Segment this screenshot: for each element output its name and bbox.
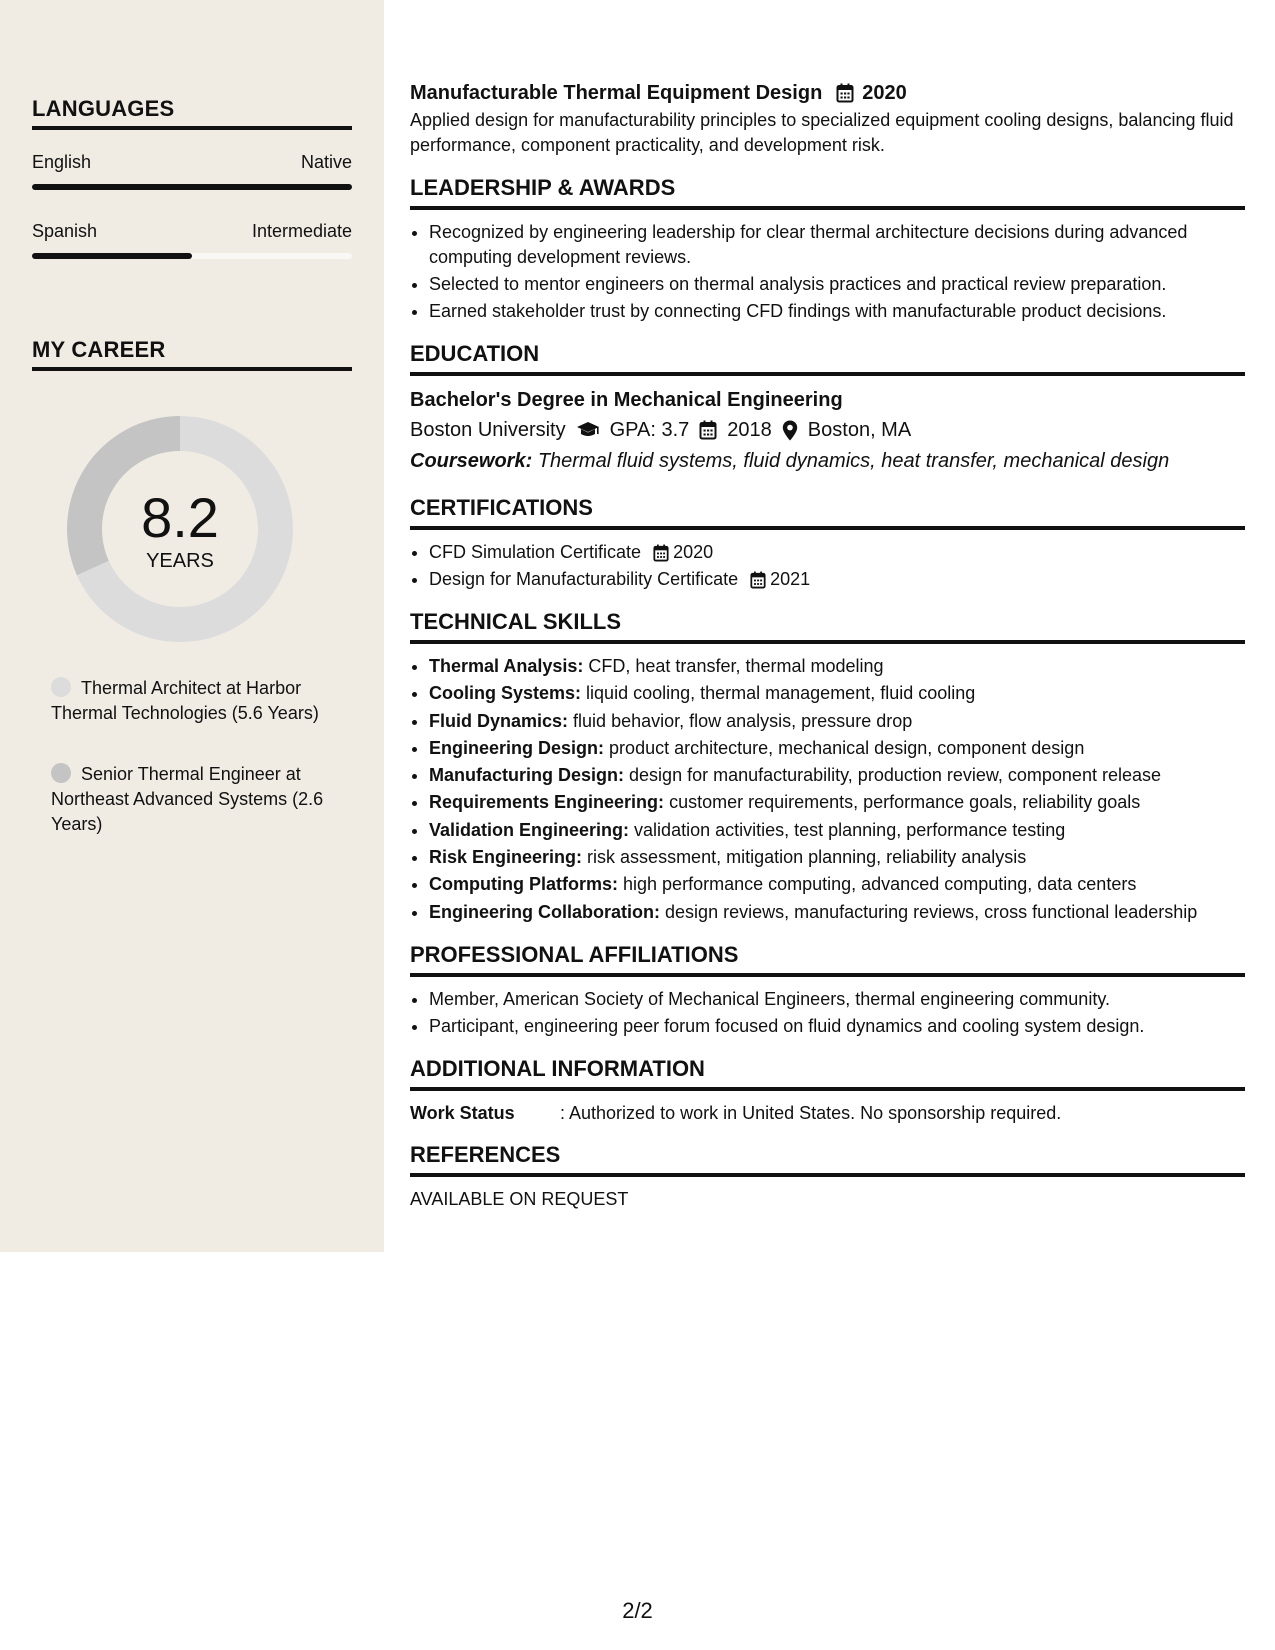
education-details (410, 414, 1245, 446)
leadership-list (410, 220, 1245, 324)
section-rule (410, 1173, 1245, 1177)
career-item-text: Senior Thermal Engineer at Northeast Advanced Systems (2.6 Years) (51, 764, 324, 834)
certification-year: 2020 (673, 542, 714, 562)
location-pin-icon (782, 420, 798, 441)
skill-item (429, 872, 1245, 897)
skill-label: Cooling Systems: (429, 683, 582, 704)
work-status-value: : Authorized to work in United States. No sponsorship required. (560, 1102, 1062, 1123)
language-bar-fill (32, 184, 352, 190)
affiliations-heading: PROFESSIONAL AFFILIATIONS (410, 941, 739, 967)
skill-value: fluid behavior, flow analysis, pressure drop (573, 710, 913, 731)
project-title-row (410, 78, 1245, 108)
skill-item (429, 790, 1245, 815)
language-level: Intermediate (251, 221, 352, 241)
skill-value: validation activities, test planning, performance testing (634, 819, 1066, 840)
language-level: Native (300, 152, 352, 172)
skill-item (429, 709, 1245, 734)
skill-item (429, 654, 1245, 679)
skills-list (410, 654, 1245, 925)
skill-label: Engineering Collaboration: (429, 901, 661, 922)
references-heading: REFERENCES (410, 1141, 561, 1167)
skill-label: Thermal Analysis: (429, 656, 584, 676)
language-bar-spanish (32, 253, 352, 259)
coursework-text: Thermal fluid systems, fluid dynamics, heat transfer, mechanical design (537, 450, 1170, 472)
degree-title: Bachelor's Degree in Mechanical Engineering (410, 389, 843, 411)
graduation-cap-icon (576, 421, 600, 439)
skill-value: customer requirements, performance goals, reliability goals (669, 792, 1141, 813)
project-description: Applied design for manufacturability principles to specialized equipment cooling designs, balancing fluid performance, component practicality, and development risk. (410, 110, 1234, 155)
section-rule (410, 1087, 1245, 1091)
section-rule (410, 206, 1245, 210)
skill-value: CFD, heat transfer, thermal modeling (588, 656, 884, 676)
skill-value: product architecture, mechanical design, component design (609, 737, 1085, 758)
school-location: Boston, MA (807, 419, 912, 441)
career-legend-dot (51, 677, 71, 697)
language-name: Spanish (32, 221, 98, 241)
section-rule (410, 973, 1245, 977)
section-rule (410, 640, 1245, 644)
leadership-heading: LEADERSHIP & AWARDS (410, 175, 676, 200)
career-heading-rule (32, 367, 352, 371)
affiliations-list (410, 987, 1245, 1039)
skill-item (429, 818, 1245, 843)
additional-heading: ADDITIONAL INFORMATION (410, 1055, 705, 1081)
list-item: • Selected to mentor engineers on thermal analysis practices and practical review preparation. (429, 272, 1245, 297)
certification-item (429, 567, 1245, 592)
skill-value: design for manufacturability, production review, component release (629, 765, 1161, 786)
page-number: 2/2 (622, 1598, 653, 1623)
skill-item (429, 736, 1245, 761)
total-years-label: YEARS (146, 550, 214, 572)
certification-name: • Design for Manufacturability Certificate (429, 569, 739, 589)
skill-item (429, 845, 1245, 870)
project-year: 2020 (862, 82, 907, 104)
coursework (410, 446, 1245, 476)
certifications-list (410, 540, 1245, 592)
references-text: AVAILABLE ON REQUEST (410, 1188, 629, 1209)
work-status-row (410, 1101, 1245, 1125)
skill-value: design reviews, manufacturing reviews, cross functional leadership (665, 901, 1198, 922)
graduation-year: 2018 (727, 419, 772, 441)
project-title: Manufacturable Thermal Equipment Design (410, 82, 823, 104)
career-legend-dot (51, 763, 71, 783)
skills-heading: TECHNICAL SKILLS (410, 609, 622, 634)
skill-value: risk assessment, mitigation planning, reliability analysis (587, 847, 1027, 868)
calendar-icon (653, 544, 669, 562)
skill-label: Engineering Design: (429, 737, 605, 758)
skill-item (429, 763, 1245, 788)
certification-item (429, 540, 1245, 565)
gpa: GPA: 3.7 (609, 419, 690, 441)
language-name: English (32, 152, 92, 172)
career-heading: MY CAREER (32, 337, 166, 362)
skill-label: Requirements Engineering: (429, 792, 665, 813)
skill-item (429, 681, 1245, 706)
languages-heading: LANGUAGES (32, 96, 175, 121)
certifications-heading: CERTIFICATIONS (410, 495, 593, 520)
section-rule (410, 526, 1245, 530)
skill-label: Risk Engineering: (429, 847, 583, 868)
language-row-english (32, 152, 352, 173)
school-name: Boston University (410, 419, 566, 441)
skill-label: Manufacturing Design: (429, 765, 625, 786)
skill-value: high performance computing, advanced computing, data centers (623, 874, 1137, 895)
list-item: • Member, American Society of Mechanical Engineers, thermal engineering community. (429, 987, 1245, 1012)
career-item-text: Thermal Architect at Harbor Thermal Technologies (5.6 Years) (51, 678, 319, 723)
calendar-icon (699, 420, 717, 440)
sidebar (0, 0, 384, 1252)
certification-year: 2021 (770, 569, 811, 589)
certification-name: • CFD Simulation Certificate (429, 542, 642, 562)
skill-label: Computing Platforms: (429, 874, 618, 895)
language-row-spanish (32, 221, 352, 242)
languages-heading-rule (32, 126, 352, 130)
skill-label: Validation Engineering: (429, 819, 630, 840)
career-item (51, 762, 331, 837)
career-item (51, 676, 331, 726)
skill-value: liquid cooling, thermal management, fluid cooling (586, 683, 976, 704)
main-content (410, 78, 1245, 1211)
list-item: • Participant, engineering peer forum focused on fluid dynamics and cooling system design. (429, 1014, 1245, 1039)
skill-item (429, 900, 1245, 925)
total-years-value: 8.2 (141, 486, 219, 549)
calendar-icon (750, 571, 766, 589)
section-rule (410, 372, 1245, 376)
language-bar-fill (32, 253, 192, 259)
education-heading: EDUCATION (410, 341, 540, 366)
work-status-label: Work Status (410, 1102, 515, 1123)
list-item: • Earned stakeholder trust by connecting CFD findings with manufacturable product decisions. (429, 299, 1245, 324)
calendar-icon (836, 83, 854, 103)
coursework-label: Coursework: (410, 450, 533, 472)
language-bar-english (32, 184, 352, 190)
list-item: • Recognized by engineering leadership for clear thermal architecture decisions during advanced computing development reviews. (429, 220, 1245, 270)
skill-label: Fluid Dynamics: (429, 710, 569, 731)
